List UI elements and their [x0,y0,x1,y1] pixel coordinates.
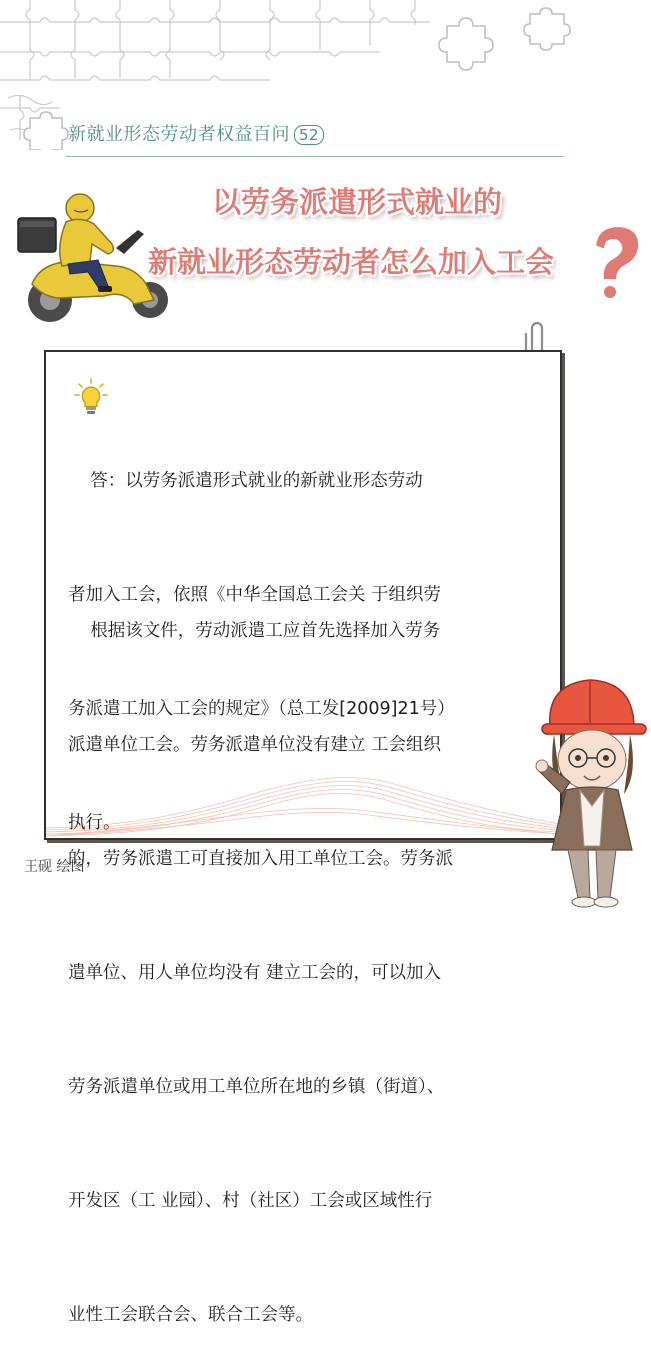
series-number-badge [294,125,324,145]
delivery-rider-illustration [10,188,170,328]
question-mark-icon [585,222,645,302]
headline-line-1: 以劳务派遣形式就业的 [212,185,503,219]
answer-line: 根据该文件，劳动派遣工应首先选择加入劳务 [68,621,441,641]
series-title-text: 新就业形态劳动者权益百问 [68,124,290,145]
answer-line: 的，劳务派遣工可直接加入用工单位工会。劳务派 [68,849,453,869]
illustration-credit: 王砚 绘图 [24,859,85,875]
series-title [68,120,324,146]
headline-line-2: 新就业形态劳动者怎么加入工会 [148,245,555,279]
answer-line: 业性工会联合会、联合工会等。 [68,1305,313,1325]
answer-line: 劳务派遣单位或用工单位所在地的乡镇（街道）、 [68,1077,445,1097]
series-divider [66,156,564,157]
answer-paragraph-2 [68,536,538,1372]
worker-illustration [532,660,651,908]
answer-line: 遣单位、用人单位均没有 建立工会的，可以加入 [68,963,442,983]
answer-line: 开发区（工 业园）、村（社区）工会或区域性行 [68,1191,433,1211]
series-number: 52 [299,126,320,144]
answer-line: 答：以劳务派遣形式就业的新就业形态劳动 [68,471,423,491]
answer-line: 派遣单位工会。劳务派遣单位没有建立 工会组织 [68,735,442,755]
answer-line: 务派遣工加入工会的规定》（总工发[2009]21号） [68,699,455,719]
answer-line: 执行。 [68,813,121,833]
answer-line: 者加入工会，依照《中华全国总工会关 于组织劳 [68,585,442,605]
